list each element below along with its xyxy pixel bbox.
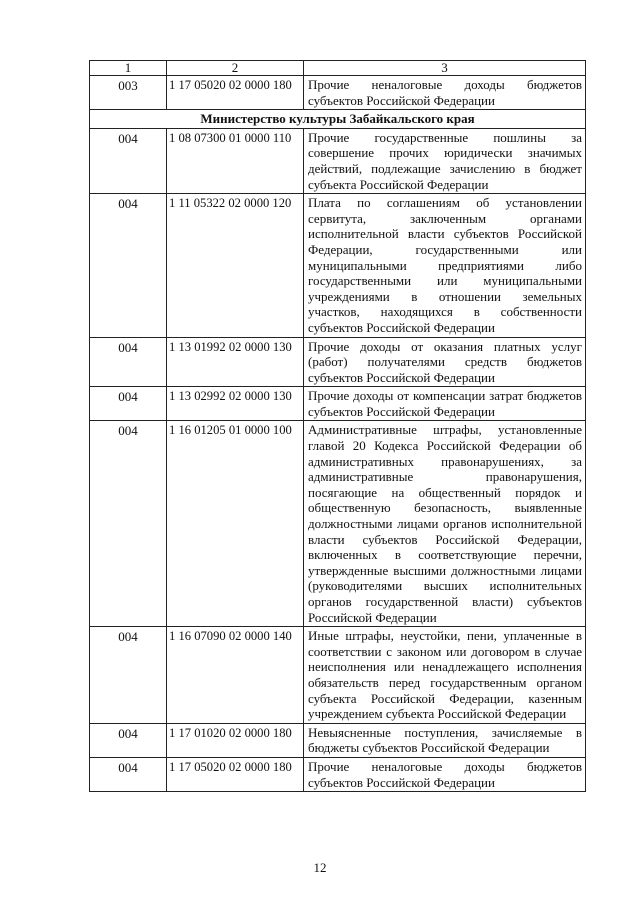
admin-code-cell: 004 — [90, 723, 167, 757]
admin-code-cell: 004 — [90, 194, 167, 337]
description-cell: Прочие неналоговые доходы бюджетов субъектов Российской Федерации — [304, 76, 586, 110]
admin-code-cell: 004 — [90, 387, 167, 421]
budget-code-cell: 1 17 05020 02 0000 180 — [167, 757, 304, 791]
page-number: 12 — [313, 860, 327, 875]
admin-code-cell: 003 — [90, 76, 167, 110]
table-row — [90, 723, 586, 757]
column-header-2: 2 — [167, 61, 304, 76]
description-cell: Административные штрафы, установленные главой 20 Кодекса Российской Федерации об административных правонарушениях, за административные правонарушения, посягающие на общественный порядок и общественную безопасность, выявленные должностными лицами органов исполнительной власти субъектов Российской Федерации, включенных в соответствующие перечни, утвержденные высшими должностными лицами (руководителями высших исполнительных органов государственной власти) субъектов Российской Федерации — [304, 421, 586, 627]
description-cell: Иные штрафы, неустойки, пени, уплаченные в соответствии с законом или договором в случае неисполнения или ненадлежащего исполнения обязательств перед государственным органом субъекта Российской Федерации, казенным учреждением субъекта Российской Федерации — [304, 627, 586, 724]
revenue-codes-table — [89, 60, 586, 792]
table-row — [90, 76, 586, 110]
table-row — [90, 627, 586, 724]
table-row — [90, 128, 586, 193]
budget-code-cell: 1 17 05020 02 0000 180 — [167, 76, 304, 110]
description-cell: Прочие доходы от компенсации затрат бюджетов субъектов Российской Федерации — [304, 387, 586, 421]
table-row — [90, 757, 586, 791]
admin-code-cell: 004 — [90, 627, 167, 724]
budget-code-cell: 1 16 01205 01 0000 100 — [167, 421, 304, 627]
budget-code-cell: 1 17 01020 02 0000 180 — [167, 723, 304, 757]
admin-code-cell: 004 — [90, 421, 167, 627]
admin-code-cell: 004 — [90, 757, 167, 791]
column-header-1: 1 — [90, 61, 167, 76]
table-header-row — [90, 61, 586, 76]
section-title: Министерство культуры Забайкальского края — [90, 110, 586, 129]
column-header-3: 3 — [304, 61, 586, 76]
budget-code-cell: 1 13 02992 02 0000 130 — [167, 387, 304, 421]
budget-code-cell: 1 13 01992 02 0000 130 — [167, 337, 304, 387]
admin-code-cell: 004 — [90, 128, 167, 193]
budget-code-cell: 1 08 07300 01 0000 110 — [167, 128, 304, 193]
table-row — [90, 421, 586, 627]
description-cell: Плата по соглашениям об установлении сервитута, заключенным органами исполнительной власти субъектов Российской Федерации, государственными или муниципальными предприятиями либо государственными или муниципальными учреждениями в отношении земельных участков, находящихся в собственности субъектов Российской Федерации — [304, 194, 586, 337]
description-cell: Прочие доходы от оказания платных услуг (работ) получателями средств бюджетов субъектов Российской Федерации — [304, 337, 586, 387]
description-cell: Невыясненные поступления, зачисляемые в бюджеты субъектов Российской Федерации — [304, 723, 586, 757]
budget-code-cell: 1 16 07090 02 0000 140 — [167, 627, 304, 724]
table-row — [90, 194, 586, 337]
budget-code-cell: 1 11 05322 02 0000 120 — [167, 194, 304, 337]
admin-code-cell: 004 — [90, 337, 167, 387]
description-cell: Прочие неналоговые доходы бюджетов субъектов Российской Федерации — [304, 757, 586, 791]
description-cell: Прочие государственные пошлины за совершение прочих юридически значимых действий, подлежащие зачислению в бюджет субъекта Российской Федерации — [304, 128, 586, 193]
table-row — [90, 337, 586, 387]
section-header-row — [90, 110, 586, 129]
table-row — [90, 387, 586, 421]
